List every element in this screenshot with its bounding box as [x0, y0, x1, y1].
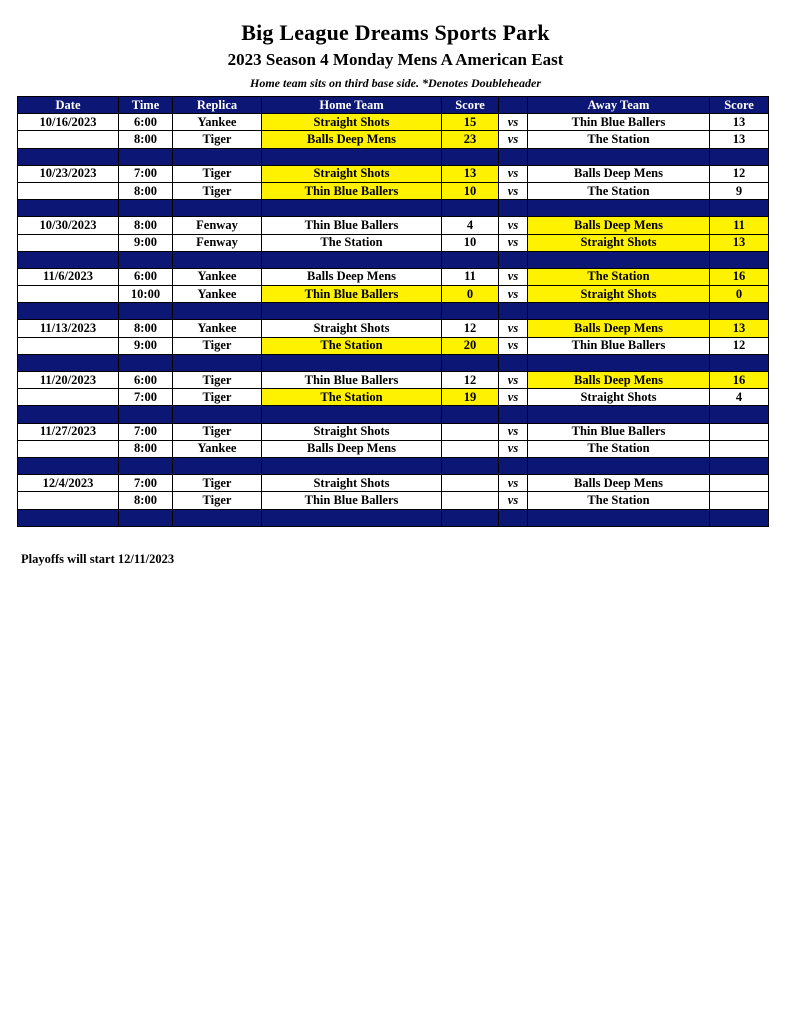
game-row: [18, 475, 769, 492]
separator-cell: [119, 251, 173, 268]
separator-cell: [442, 457, 499, 474]
separator-cell: [528, 303, 710, 320]
time-cell: 7:00: [119, 165, 173, 182]
date-cell: [18, 389, 119, 406]
time-cell: 8:00: [119, 217, 173, 234]
replica-cell: Tiger: [173, 423, 262, 440]
date-cell: 11/27/2023: [18, 423, 119, 440]
replica-cell: Yankee: [173, 286, 262, 303]
separator-cell: [442, 509, 499, 526]
away-team-cell: Balls Deep Mens: [528, 217, 710, 234]
away-team-cell: Thin Blue Ballers: [528, 423, 710, 440]
date-cell: 10/30/2023: [18, 217, 119, 234]
column-header-home-score: Score: [442, 97, 499, 114]
date-cell: [18, 131, 119, 148]
game-row: [18, 268, 769, 285]
separator-cell: [528, 200, 710, 217]
separator-cell: [710, 354, 769, 371]
column-header-away-team: Away Team: [528, 97, 710, 114]
separator-cell: [173, 200, 262, 217]
separator-cell: [499, 509, 528, 526]
away-score-cell: [710, 475, 769, 492]
separator-cell: [442, 406, 499, 423]
away-score-cell: 11: [710, 217, 769, 234]
replica-cell: Yankee: [173, 440, 262, 457]
separator-cell: [528, 251, 710, 268]
separator-cell: [173, 406, 262, 423]
separator-cell: [18, 251, 119, 268]
page-title: Big League Dreams Sports Park: [241, 20, 550, 45]
separator-cell: [18, 354, 119, 371]
replica-cell: Fenway: [173, 234, 262, 251]
week-separator-row: [18, 251, 769, 268]
home-team-cell: Straight Shots: [262, 320, 442, 337]
replica-cell: Tiger: [173, 131, 262, 148]
home-team-cell: Thin Blue Ballers: [262, 182, 442, 199]
schedule-table: [17, 96, 769, 527]
separator-cell: [173, 509, 262, 526]
home-score-cell: 13: [442, 165, 499, 182]
away-team-cell: Balls Deep Mens: [528, 372, 710, 389]
away-score-cell: [710, 440, 769, 457]
away-team-cell: The Station: [528, 131, 710, 148]
game-row: [18, 182, 769, 199]
separator-cell: [710, 457, 769, 474]
separator-cell: [119, 509, 173, 526]
separator-cell: [173, 148, 262, 165]
time-cell: 6:00: [119, 268, 173, 285]
away-score-cell: 16: [710, 268, 769, 285]
game-row: [18, 389, 769, 406]
week-separator-row: [18, 354, 769, 371]
playoffs-note: Playoffs will start 12/11/2023: [21, 552, 175, 566]
game-row: [18, 286, 769, 303]
away-score-cell: 9: [710, 182, 769, 199]
replica-cell: Tiger: [173, 337, 262, 354]
separator-cell: [442, 354, 499, 371]
separator-cell: [499, 251, 528, 268]
separator-cell: [18, 303, 119, 320]
home-score-cell: 12: [442, 320, 499, 337]
time-cell: 8:00: [119, 182, 173, 199]
vs-label: vs: [499, 286, 528, 303]
column-header-replica: Replica: [173, 97, 262, 114]
away-team-cell: Thin Blue Ballers: [528, 337, 710, 354]
home-team-cell: The Station: [262, 337, 442, 354]
home-team-cell: Balls Deep Mens: [262, 131, 442, 148]
date-cell: [18, 286, 119, 303]
game-row: [18, 337, 769, 354]
date-cell: 12/4/2023: [18, 475, 119, 492]
separator-cell: [710, 148, 769, 165]
away-score-cell: 12: [710, 337, 769, 354]
home-score-cell: [442, 440, 499, 457]
vs-label: vs: [499, 131, 528, 148]
separator-cell: [710, 509, 769, 526]
home-team-cell: Balls Deep Mens: [262, 268, 442, 285]
vs-label: vs: [499, 320, 528, 337]
separator-cell: [442, 303, 499, 320]
replica-cell: Tiger: [173, 389, 262, 406]
game-row: [18, 234, 769, 251]
separator-cell: [262, 354, 442, 371]
time-cell: 8:00: [119, 492, 173, 509]
separator-cell: [119, 200, 173, 217]
away-team-cell: Straight Shots: [528, 234, 710, 251]
replica-cell: Yankee: [173, 114, 262, 131]
vs-label: vs: [499, 268, 528, 285]
vs-label: vs: [499, 389, 528, 406]
away-score-cell: 0: [710, 286, 769, 303]
time-cell: 6:00: [119, 114, 173, 131]
separator-cell: [442, 200, 499, 217]
column-header-home-team: Home Team: [262, 97, 442, 114]
separator-cell: [528, 509, 710, 526]
separator-cell: [18, 509, 119, 526]
date-cell: 11/20/2023: [18, 372, 119, 389]
separator-cell: [710, 200, 769, 217]
home-team-cell: Thin Blue Ballers: [262, 217, 442, 234]
week-separator-row: [18, 200, 769, 217]
vs-label: vs: [499, 475, 528, 492]
home-score-cell: 12: [442, 372, 499, 389]
game-row: [18, 492, 769, 509]
home-team-cell: Straight Shots: [262, 114, 442, 131]
game-row: [18, 131, 769, 148]
away-team-cell: Thin Blue Ballers: [528, 114, 710, 131]
separator-cell: [119, 148, 173, 165]
date-cell: [18, 492, 119, 509]
separator-cell: [710, 303, 769, 320]
week-separator-row: [18, 406, 769, 423]
home-score-cell: 0: [442, 286, 499, 303]
separator-cell: [528, 406, 710, 423]
game-row: [18, 372, 769, 389]
home-team-cell: Straight Shots: [262, 165, 442, 182]
time-cell: 7:00: [119, 475, 173, 492]
home-score-cell: 10: [442, 182, 499, 199]
separator-cell: [173, 251, 262, 268]
date-cell: [18, 234, 119, 251]
replica-cell: Tiger: [173, 182, 262, 199]
separator-cell: [710, 251, 769, 268]
home-team-cell: Balls Deep Mens: [262, 440, 442, 457]
separator-cell: [499, 457, 528, 474]
game-row: [18, 320, 769, 337]
separator-cell: [262, 509, 442, 526]
home-team-cell: Straight Shots: [262, 475, 442, 492]
date-cell: 11/6/2023: [18, 268, 119, 285]
away-team-cell: The Station: [528, 492, 710, 509]
separator-cell: [262, 303, 442, 320]
home-score-cell: [442, 492, 499, 509]
separator-cell: [528, 457, 710, 474]
away-score-cell: 13: [710, 234, 769, 251]
away-team-cell: The Station: [528, 268, 710, 285]
time-cell: 8:00: [119, 320, 173, 337]
replica-cell: Tiger: [173, 475, 262, 492]
vs-label: vs: [499, 440, 528, 457]
replica-cell: Yankee: [173, 268, 262, 285]
separator-cell: [710, 406, 769, 423]
away-team-cell: Straight Shots: [528, 389, 710, 406]
week-separator-row: [18, 148, 769, 165]
separator-cell: [119, 303, 173, 320]
away-score-cell: 4: [710, 389, 769, 406]
home-score-cell: 19: [442, 389, 499, 406]
separator-cell: [499, 354, 528, 371]
away-score-cell: 16: [710, 372, 769, 389]
separator-cell: [18, 200, 119, 217]
date-cell: [18, 182, 119, 199]
home-team-cell: Thin Blue Ballers: [262, 492, 442, 509]
week-separator-row: [18, 457, 769, 474]
separator-cell: [119, 354, 173, 371]
away-score-cell: 13: [710, 320, 769, 337]
away-score-cell: [710, 492, 769, 509]
time-cell: 9:00: [119, 337, 173, 354]
separator-cell: [499, 148, 528, 165]
separator-cell: [173, 457, 262, 474]
home-score-cell: [442, 475, 499, 492]
time-cell: 8:00: [119, 440, 173, 457]
table-header-row: [18, 97, 769, 114]
column-header-away-score: Score: [710, 97, 769, 114]
week-separator-row: [18, 303, 769, 320]
separator-cell: [18, 148, 119, 165]
separator-cell: [262, 148, 442, 165]
away-score-cell: 13: [710, 131, 769, 148]
game-row: [18, 165, 769, 182]
replica-cell: Yankee: [173, 320, 262, 337]
away-team-cell: The Station: [528, 440, 710, 457]
home-score-cell: 23: [442, 131, 499, 148]
separator-cell: [262, 200, 442, 217]
replica-cell: Tiger: [173, 372, 262, 389]
away-team-cell: Straight Shots: [528, 286, 710, 303]
schedule-note: Home team sits on third base side. *Denotes Doubleheader: [250, 76, 541, 90]
date-cell: [18, 337, 119, 354]
home-score-cell: 15: [442, 114, 499, 131]
separator-cell: [499, 200, 528, 217]
time-cell: 6:00: [119, 372, 173, 389]
vs-label: vs: [499, 492, 528, 509]
time-cell: 10:00: [119, 286, 173, 303]
separator-cell: [18, 457, 119, 474]
game-row: [18, 217, 769, 234]
home-team-cell: The Station: [262, 389, 442, 406]
separator-cell: [442, 148, 499, 165]
home-score-cell: [442, 423, 499, 440]
home-team-cell: Thin Blue Ballers: [262, 286, 442, 303]
separator-cell: [262, 406, 442, 423]
week-separator-row: [18, 509, 769, 526]
replica-cell: Tiger: [173, 165, 262, 182]
away-team-cell: The Station: [528, 182, 710, 199]
separator-cell: [18, 406, 119, 423]
game-row: [18, 423, 769, 440]
date-cell: [18, 440, 119, 457]
home-team-cell: Straight Shots: [262, 423, 442, 440]
away-score-cell: [710, 423, 769, 440]
home-team-cell: Thin Blue Ballers: [262, 372, 442, 389]
date-cell: 10/16/2023: [18, 114, 119, 131]
column-header-time: Time: [119, 97, 173, 114]
separator-cell: [173, 354, 262, 371]
game-row: [18, 440, 769, 457]
game-row: [18, 114, 769, 131]
time-cell: 8:00: [119, 131, 173, 148]
separator-cell: [262, 251, 442, 268]
vs-label: vs: [499, 165, 528, 182]
vs-label: vs: [499, 114, 528, 131]
away-score-cell: 12: [710, 165, 769, 182]
away-team-cell: Balls Deep Mens: [528, 475, 710, 492]
separator-cell: [119, 457, 173, 474]
time-cell: 7:00: [119, 423, 173, 440]
separator-cell: [528, 148, 710, 165]
home-score-cell: 10: [442, 234, 499, 251]
separator-cell: [528, 354, 710, 371]
separator-cell: [262, 457, 442, 474]
page-subtitle: 2023 Season 4 Monday Mens A American East: [227, 50, 564, 69]
home-score-cell: 11: [442, 268, 499, 285]
home-score-cell: 20: [442, 337, 499, 354]
separator-cell: [442, 251, 499, 268]
away-team-cell: Balls Deep Mens: [528, 165, 710, 182]
away-team-cell: Balls Deep Mens: [528, 320, 710, 337]
separator-cell: [499, 406, 528, 423]
date-cell: 11/13/2023: [18, 320, 119, 337]
column-header-vs: [499, 97, 528, 114]
vs-label: vs: [499, 234, 528, 251]
date-cell: 10/23/2023: [18, 165, 119, 182]
replica-cell: Tiger: [173, 492, 262, 509]
separator-cell: [499, 303, 528, 320]
vs-label: vs: [499, 372, 528, 389]
vs-label: vs: [499, 217, 528, 234]
column-header-date: Date: [18, 97, 119, 114]
vs-label: vs: [499, 182, 528, 199]
separator-cell: [173, 303, 262, 320]
separator-cell: [119, 406, 173, 423]
time-cell: 9:00: [119, 234, 173, 251]
time-cell: 7:00: [119, 389, 173, 406]
away-score-cell: 13: [710, 114, 769, 131]
home-score-cell: 4: [442, 217, 499, 234]
vs-label: vs: [499, 337, 528, 354]
vs-label: vs: [499, 423, 528, 440]
replica-cell: Fenway: [173, 217, 262, 234]
home-team-cell: The Station: [262, 234, 442, 251]
